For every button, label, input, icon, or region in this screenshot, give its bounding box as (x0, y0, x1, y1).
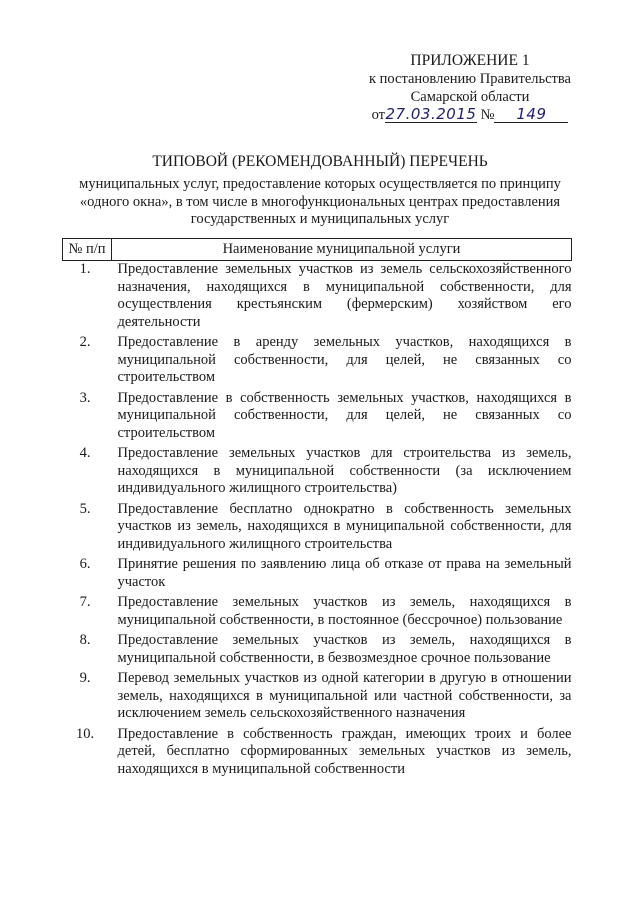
row-service-name: Предоставление в собственность граждан, имеющих троих и более детей, бесплатно сформированных земельных участков из земель, находящихся в муниципальной собственности (117, 725, 572, 777)
row-number: 9. (79, 670, 91, 686)
document-heading (60, 152, 580, 229)
table-row (63, 501, 572, 557)
table-row (63, 726, 572, 782)
table-body (63, 261, 572, 782)
row-number: 8. (79, 632, 91, 648)
table-header-row (63, 239, 572, 261)
document-subtitle: муниципальных услуг, предоставление которых осуществляется по принципу «одного окна», в том числе в многофункциональных центрах предоставления государственных и муниципальных услуг (79, 176, 561, 227)
appendix-title: ПРИЛОЖЕНИЕ 1 (410, 52, 530, 69)
row-number: 7. (79, 594, 91, 610)
header-service-name: Наименование муниципальной услуги (112, 239, 572, 261)
row-number: 1. (79, 261, 91, 277)
table-row (63, 334, 572, 390)
row-service-name: Принятие решения по заявлению лица об отказе от права на земельный участок (117, 556, 572, 590)
row-service-name: Предоставление бесплатно однократно в собственность земельных участков из земель, находящихся в муниципальной собственности, для индивидуального жилищного строительства (117, 500, 572, 552)
table-row (63, 390, 572, 446)
handwritten-number: 149 (494, 106, 568, 123)
date-prefix: от (371, 107, 385, 123)
handwritten-date: 27.03.2015 (385, 105, 477, 123)
row-service-name: Предоставление в собственность земельных участков, находящихся в муниципальной собственности, для целей, не связанных со строительством (117, 389, 572, 441)
row-service-name: Предоставление земельных участков из земель сельскохозяйственного назначения, находящихся в муниципальной собственности, для осуществления крестьянским (фермерским) хозяйством его деятельности (117, 261, 572, 330)
row-service-name: Предоставление в аренду земельных участков, находящихся в муниципальной собственности, для целей, не связанных со строительством (117, 334, 572, 385)
table-row (63, 445, 572, 501)
row-number: 10. (75, 725, 95, 742)
number-sign: № (480, 107, 495, 123)
row-service-name: Предоставление земельных участков из земель, находящихся в муниципальной собственности, в постоянное (бессрочное) пользование (117, 594, 572, 628)
services-table (62, 238, 572, 781)
appendix-block (330, 52, 610, 124)
table-row (63, 556, 572, 594)
row-number: 3. (79, 389, 91, 406)
appendix-line-2: Самарской области (410, 89, 530, 105)
document-title: ТИПОВОЙ (РЕКОМЕНДОВАННЫЙ) ПЕРЕЧЕНЬ (152, 153, 488, 170)
table-row (63, 670, 572, 726)
appendix-line-1: к постановлению Правительства (369, 71, 571, 87)
appendix-date-line (330, 106, 610, 124)
row-service-name: Предоставление земельных участков для строительства из земель, находящихся в муниципальной собственности (за исключением индивидуального жилищного строительства) (117, 445, 572, 496)
row-number: 6. (79, 556, 91, 572)
row-number: 2. (79, 334, 91, 350)
header-number: № п/п (63, 239, 112, 261)
row-number: 5. (79, 500, 91, 517)
table-row (63, 632, 572, 670)
table-row (63, 594, 572, 632)
row-service-name: Перевод земельных участков из одной категории в другую в отношении земель, находящихся в муниципальной или частной собственности, за исключением земель сельскохозяйственного назначения (117, 670, 572, 721)
row-number: 4. (79, 445, 91, 461)
row-service-name: Предоставление земельных участков из земель, находящихся в муниципальной собственности, в безвозмездное срочное пользование (117, 632, 572, 666)
table-row (63, 261, 572, 335)
